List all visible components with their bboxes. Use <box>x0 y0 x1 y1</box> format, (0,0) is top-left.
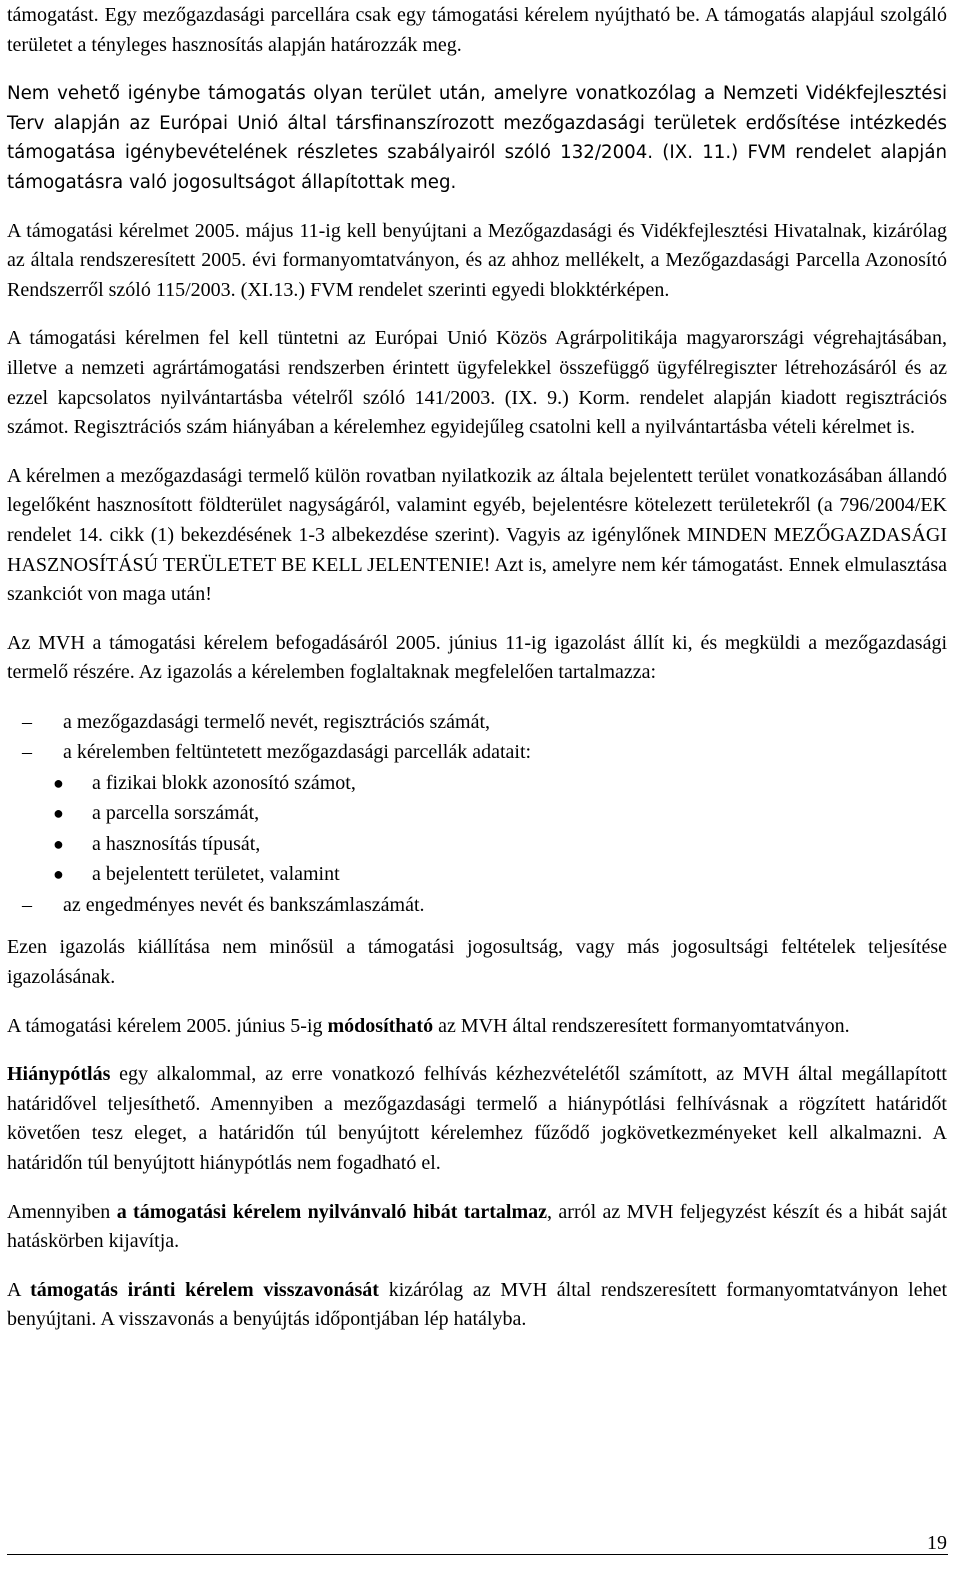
dash-bullet-icon: – <box>22 893 32 916</box>
text-run: Amennyiben <box>7 1200 117 1223</box>
paragraph-5: A kérelmen a mezőgazdasági termelő külön rovatban nyilatkozik az általa bejelentett terület vonatkozásában állandó legelőként hasznosított földterület nagyságáról, valamint egyéb, bejelentésre kötelezett területekről (a 796/2004/EK rendelet 14. cikk (1) bekezdésének 1-3 albekezdése szerint). Vagyis az igénylőnek MINDEN MEZŐGAZDASÁGI HASZNOSÍTÁSÚ TERÜLETET BE KELL JELENTENIE! Azt is, amelyre nem kér támogatást. Ennek elmulasztása szankciót von maga után! <box>7 464 947 606</box>
paragraph-4: A támogatási kérelmen fel kell tüntetni az Európai Unió Közös Agrárpolitikája magyarországi végrehajtásában, illetve a nemzeti agrártámogatási rendszerben érintett ügyfelekkel összefüggő ügyfélregiszter létrehozásáról és az ezzel kapcsolatos nyilvántartásba vételről szóló 141/2003. (IX. 9.) Korm. rendelet alapján kiadott regisztrációs számot. Regisztrációs szám hiányában a kérelemhez egyidejűleg csatolni kell a nyilvántartásba vételi kérelmet is. <box>7 327 947 439</box>
paragraph-6: Az MVH a támogatási kérelem befogadásáról 2005. június 11-ig igazolást állít ki, és megküldi a mezőgazdasági termelő részére. Az igazolás a kérelemben foglaltaknak megfelelően tartalmazza: <box>7 631 947 684</box>
page-number: 19 <box>927 1532 947 1554</box>
list-item <box>7 890 947 921</box>
paragraph-7: Ezen igazolás kiállítása nem minősül a támogatási jogosultság, vagy más jogosultsági feltételek teljesítése igazolásának. <box>7 936 947 988</box>
paragraph-9 <box>7 1060 947 1178</box>
text-run: A <box>7 1278 31 1301</box>
list-item-text: a parcella sorszámát, <box>92 802 260 825</box>
text-run: egy alkalommal, az erre vonatkozó felhívás kézhezvételétől számított, az MVH által megállapított határidővel teljesíthető. Amennyiben a mezőgazdasági termelő a hiánypótlási felhívásnak a rögzített határidőt követően tesz eleget, a határidőn túl benyújtott kérelemhez fűződő jogkövetkezményeket kell alkalmazni. A határidőn túl benyújtott hiánypótlás nem fogadható el. <box>7 1063 947 1174</box>
paragraph-8 <box>7 1012 947 1042</box>
dot-bullet-icon: ● <box>53 864 64 885</box>
text-run: az MVH által rendszeresített formanyomtatványon. <box>433 1014 850 1037</box>
sub-list-item <box>7 829 947 860</box>
paragraph-10 <box>7 1198 947 1257</box>
paragraph-1: támogatást. Egy mezőgazdasági parcellára csak egy támogatási kérelem nyújtható be. A támogatás alapjául szolgáló területet a tényleges hasznosítás alapján határozzák meg. <box>7 4 947 56</box>
document-body <box>7 0 947 1354</box>
list-item-text: a hasznosítás típusát, <box>92 832 261 855</box>
list-item <box>7 707 947 738</box>
certificate-contents-list <box>7 707 947 921</box>
bold-text-run: Hiánypótlás <box>7 1063 111 1086</box>
dash-bullet-icon: – <box>22 741 32 764</box>
sub-list-item <box>7 859 947 890</box>
dot-bullet-icon: ● <box>53 803 64 824</box>
paragraph-3: A támogatási kérelmet 2005. május 11-ig kell benyújtani a Mezőgazdasági és Vidékfejlesztési Hivatalnak, kizárólag az általa rendszeresített 2005. évi formanyomtatványon, és az ahhoz mellékelt, a Mezőgazdasági Parcella Azonosító Rendszerről szóló 115/2003. (XI.13.) FVM rendelet szerinti egyedi blokktérképen. <box>7 219 947 301</box>
list-item-text: a mezőgazdasági termelő nevét, regisztrációs számát, <box>63 710 491 733</box>
dot-bullet-icon: ● <box>53 772 64 793</box>
sub-list-item <box>7 798 947 829</box>
dot-bullet-icon: ● <box>53 833 64 854</box>
dash-bullet-icon: – <box>22 710 32 733</box>
list-item-text: a kérelemben feltüntetett mezőgazdasági parcellák adatait: <box>63 741 532 764</box>
paragraph-2: Nem vehető igénybe támogatás olyan terület után, amelyre vonatkozólag a Nemzeti Vidékfejlesztési Terv alapján az Európai Unió által társfinanszírozott mezőgazdasági területek erdősítése intézkedés támogatása igénybevételének részletes szabályairól szóló 132/2004. (IX. 11.) FVM rendelet alapján támogatásra való jogosultságot állapítottak meg. <box>7 83 947 193</box>
list-item <box>7 737 947 768</box>
list-item-text: a bejelentett területet, valamint <box>92 863 340 886</box>
bold-text-run: támogatás iránti kérelem visszavonását <box>30 1278 379 1301</box>
list-item-text: a fizikai blokk azonosító számot, <box>92 771 356 794</box>
sub-list-item <box>7 768 947 799</box>
paragraph-11 <box>7 1276 947 1335</box>
text-run: kizárólag az MVH által rendszeresített formanyomtatványon lehet benyújtani. A visszavonás a benyújtás időpontjában lép hatályba. <box>7 1278 948 1331</box>
footer-rule <box>7 1554 948 1555</box>
bold-text-run: a támogatási kérelem nyilvánvaló hibát tartalmaz <box>116 1200 548 1223</box>
text-run: , arról az MVH feljegyzést készít és a hibát saját hatáskörben kijavítja. <box>7 1200 947 1253</box>
list-item-text: az engedményes nevét és bankszámlaszámát. <box>63 893 425 916</box>
bold-text-run: módosítható <box>327 1014 434 1037</box>
text-run: A támogatási kérelem 2005. június 5-ig <box>7 1014 328 1037</box>
